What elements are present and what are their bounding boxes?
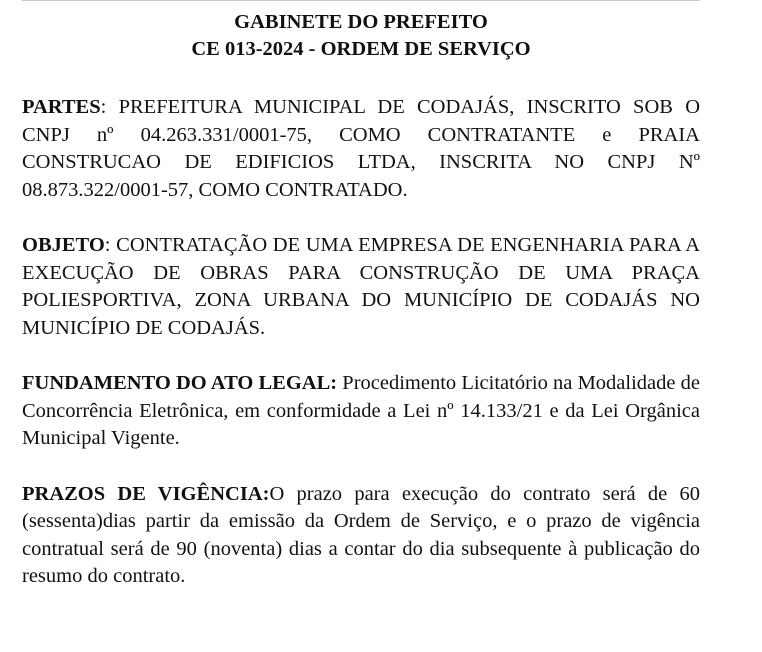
objeto-text: CONTRATAÇÃO DE UMA EMPRESA DE ENGENHARIA PARA A EXECUÇÃO DE OBRAS PARA CONSTRUÇÃO DE UMA PRAÇA POLIESPORTIVA, ZONA URBANA DO MUNICÍPIO DE CODAJÁS NO MUNICÍPIO DE CODAJÁS. — [22, 234, 700, 339]
objeto-label: OBJETO — [22, 234, 105, 256]
top-divider — [22, 0, 700, 1]
prazos-label: PRAZOS DE VIGÊNCIA: — [22, 482, 270, 505]
partes-separator: : — [100, 96, 119, 118]
fundamento-label: FUNDAMENTO DO ATO LEGAL: — [22, 372, 338, 394]
document-body — [22, 9, 700, 591]
section-partes — [22, 94, 700, 204]
header-subtitle: CE 013-2024 - ORDEM DE SERVIÇO — [191, 38, 531, 60]
objeto-separator: : — [104, 234, 117, 256]
section-prazos — [22, 481, 700, 591]
header-title: GABINETE DO PREFEITO — [234, 11, 488, 33]
partes-text: PREFEITURA MUNICIPAL DE CODAJÁS, INSCRITO SOB O CNPJ nº 04.263.331/0001-75, COMO CONTRATANTE e PRAIA CONSTRUCAO DE EDIFICIOS LTDA, INSCRITA NO CNPJ Nº 08.873.322/0001-57, COMO CONTRATADO. — [22, 96, 700, 201]
fundamento-text: Procedimento Licitatório na Modalidade de Concorrência Eletrônica, em conformidade a Lei nº 14.133/21 e da Lei Orgânica Municipal Vigente. — [22, 372, 701, 449]
partes-label: PARTES — [22, 96, 101, 118]
prazos-text: O prazo para execução do contrato será de 60 (sessenta)dias partir da emissão da Ordem de Serviço, e o prazo de vigência contratual será de 90 (noventa) dias a contar do dia subsequente à publicação do resumo do contrato. — [22, 482, 700, 587]
section-fundamento — [22, 370, 700, 453]
section-objeto — [22, 232, 700, 342]
